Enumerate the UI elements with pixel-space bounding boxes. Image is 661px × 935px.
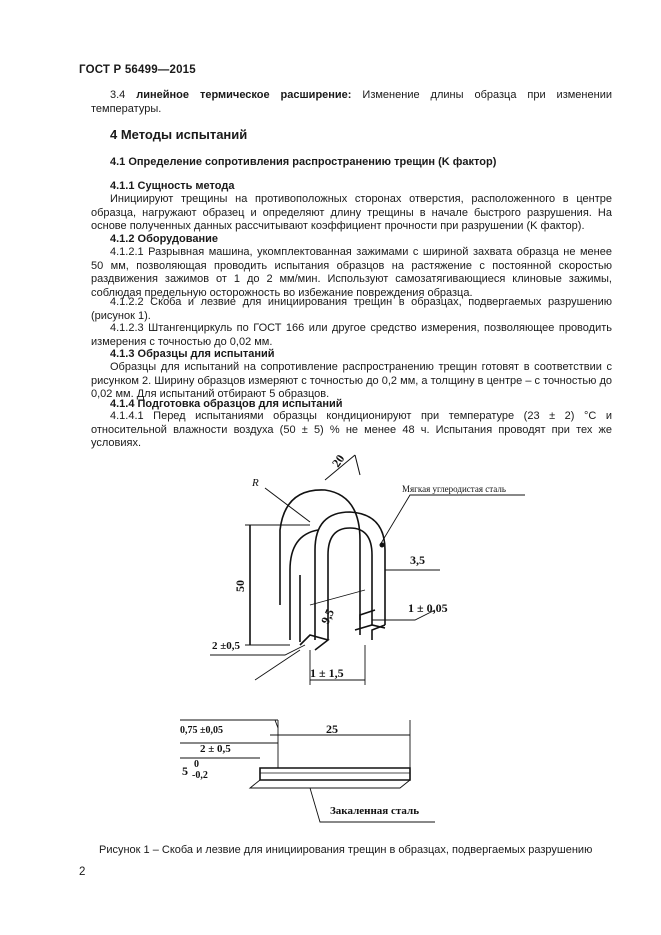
paragraph-4-1-3: Образцы для испытаний на сопротивление распространению трещин готовят в соответствии с рисунком 2. Ширину образцов измеряют с точностью до 0,2 мм, а толщину в центре – с точностью до 0,02 мм. Для испытаний отбирают 5 образцов. — [91, 361, 612, 401]
blade-outline — [260, 768, 410, 780]
section-title-4-1-4: 4.1.4 Подготовка образцов для испытаний — [110, 398, 343, 410]
paragraph-3-4 — [91, 89, 612, 116]
section-title-4-1-3: 4.1.3 Образцы для испытаний — [110, 348, 275, 360]
label-1-15: 1 ± 1,5 — [310, 666, 344, 680]
label-9-5: 9,5 — [318, 606, 338, 627]
section-number: 3.4 — [110, 89, 126, 101]
section-title-4-1-2: 4.1.2 Оборудование — [110, 233, 218, 245]
label-25: 25 — [326, 722, 338, 736]
label-20: 20 — [328, 451, 348, 470]
paragraph-4-1-4-1: 4.1.4.1 Перед испытаниями образцы кондиционируют при температуре (23 ± 2) °С и относительной влажности воздуха (50 ± 5) % не менее 48 ч. Испытания проводят при тех же условиях. — [91, 410, 612, 450]
label-3-5: 3,5 — [410, 553, 425, 567]
label-r: R — [252, 477, 259, 489]
section-title-4-1-1: 4.1.1 Сущность метода — [110, 180, 235, 192]
label-soft-steel: Мягкая углеродистая сталь — [402, 484, 506, 494]
label-2-05-bottom: 2 ± 0,5 — [200, 743, 231, 755]
label-075: 0,75 ±0,05 — [180, 725, 223, 736]
clip-inner-outline — [328, 528, 372, 640]
label-1-005: 1 ± 0,05 — [408, 601, 448, 615]
paragraph-4-1-1: Инициируют трещины на противоположных сторонах отверстия, расположенного в центре образца, нагружают образец и определяют длину трещины в начале быстрого разрушения. На основе полученных данных рассчитывают коэффициент прочности при разрушении (K фактор). — [91, 193, 612, 233]
paragraph-4-1-2-2: 4.1.2.2 Скоба и лезвие для инициирования трещин в образцах, подвергаемых разрушению (рисунок 1). — [91, 296, 612, 322]
paragraph-4-1-2-3: 4.1.2.3 Штангенциркуль по ГОСТ 166 или другое средство измерения, позволяющее проводить измерения с точностью до 0,02 мм. — [91, 322, 612, 348]
section-title-4-1: 4.1 Определение сопротивления распространению трещин (K фактор) — [110, 156, 497, 168]
term-heading: линейное термическое расширение: — [136, 89, 352, 101]
page-number: 2 — [79, 866, 86, 878]
figure-caption: Рисунок 1 – Скоба и лезвие для инициирования трещин в образцах, подвергаемых разрушению — [99, 844, 593, 856]
label-5-upper: 0 — [194, 759, 199, 770]
label-50: 50 — [233, 580, 247, 592]
standard-header: ГОСТ Р 56499—2015 — [79, 64, 196, 76]
section-title-4: 4 Методы испытаний — [110, 127, 248, 142]
figure-1-drawing — [160, 450, 580, 835]
label-2-05-top: 2 ±0,5 — [212, 640, 241, 652]
term-definition: Изменение длины образца при изменении температуры. — [91, 89, 612, 115]
label-5-lower: -0,2 — [192, 770, 208, 781]
label-hardened-steel: Закаленная сталь — [330, 805, 420, 817]
label-5: 5 — [182, 764, 188, 778]
paragraph-4-1-2-1: 4.1.2.1 Разрывная машина, укомплектованная зажимами с шириной захвата образца не менее 50 мм, позволяющая проводить испытания образцов на растяжение с постоянной скоростью раздвижения зажимов от 1 до 2 мм/мин. Используют самозатягивающиеся клиновые зажимы, соблюдая предельную осторожность во избежание повреждения образца. — [91, 246, 612, 299]
